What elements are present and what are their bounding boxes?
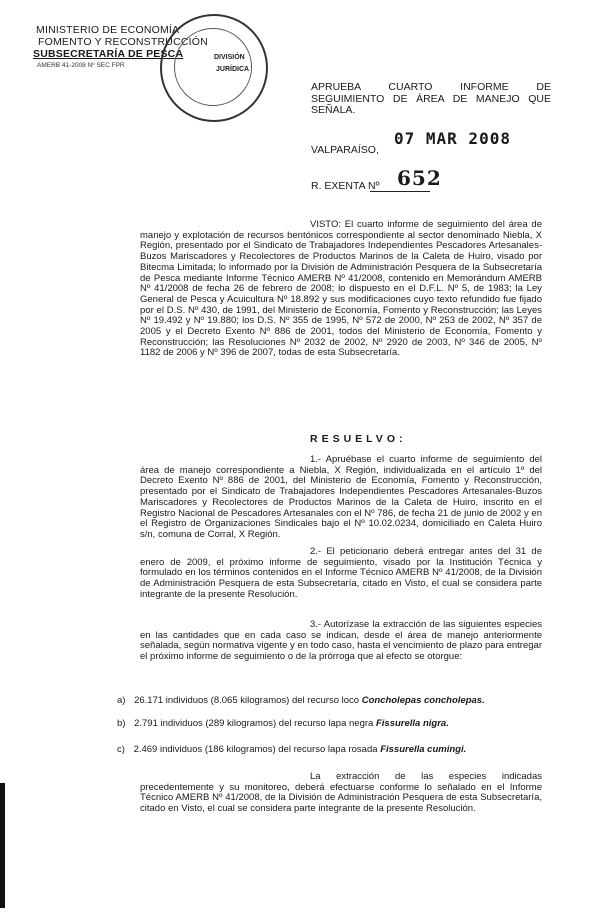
item-letter: c) <box>117 744 125 755</box>
item-letter: a) <box>117 695 126 706</box>
document-reference: AMERB 41-2008 Nº SEC FPR <box>37 62 125 69</box>
resuelvo-heading: RESUELVO: <box>310 433 407 445</box>
seal-line-1: DIVISIÓN <box>214 54 245 61</box>
scan-margin-mark <box>0 783 5 908</box>
document-title: APRUEBA CUARTO INFORME DE SEGUIMIENTO DE ÁREA DE MANEJO QUE SEÑALA. <box>311 81 551 116</box>
closing-paragraph: La extracción de las especies indicadas precedentemente y su monitoreo, deberá efectuarse conforme lo señalado en el Informe Técnico AMERB Nº 41/2008, de la División de Administración Pesquera de esta Subsecretaría, citado en Visto, el cual se considera parte integrante de la presente Resolución. <box>140 771 542 815</box>
item-text: 2.469 individuos (186 kilogramos) del recurso lapa rosada <box>133 744 378 755</box>
subsecretaria-name: SUBSECRETARÍA DE PESCA <box>33 48 184 60</box>
item-species: Fissurella nigra. <box>375 718 449 729</box>
list-item <box>117 744 557 755</box>
item-text: 26.171 individuos (8.065 kilogramos) del recurso loco <box>134 695 360 706</box>
place-label: VALPARAÍSO, <box>311 144 379 156</box>
point-2-paragraph: 2.- El peticionario deberá entregar antes del 31 de enero de 2009, el próximo informe de seguimiento, visado por la Institución Técnica y formulado en los términos contenidos en el Informe Técnico AMERB Nº 41/2008, de la División de Administración Pesquera de esta Subsecretaría, citado en Visto, el cual se considera parte integrante de la presente Resolución. <box>140 546 542 600</box>
point-1-paragraph: 1.- Apruébase el cuarto informe de seguimiento del área de manejo correspondiente a Niebla, X Región, individualizada en el artículo 1º del Decreto Exento Nº 886 de 2001, del Ministerio de Economía, Fomento y Reconstrucción, presentado por el Sindicato de Trabajadores Independientes Pescadores Artesanales-Buzos Mariscadores y Recolectores de Productos Marinos de la Caleta de Huiro, inscrito en el Registro Nacional de Pescadores Artesanales con el Nº 786, de fecha 21 de junio de 2002 y en el Registro de Organizaciones Sindicales bajo el Nº 10.02.0234, domiciliado en Caleta Huiro s/n, comuna de Corral, X Región. <box>140 454 542 540</box>
resolution-number: 652 <box>397 166 442 190</box>
seal-line-2: JURÍDICA <box>216 66 250 73</box>
item-letter: b) <box>117 718 126 729</box>
official-seal-icon <box>160 14 268 122</box>
date-stamp: 07 MAR 2008 <box>394 129 511 148</box>
ministry-name: MINISTERIO DE ECONOMÍA <box>36 24 180 36</box>
list-item <box>117 718 557 729</box>
item-text: 2.791 individuos (289 kilogramos) del recurso lapa negra <box>134 718 374 729</box>
item-species: Concholepas concholepas. <box>361 695 485 706</box>
point-3-paragraph: 3.- Autorízase la extracción de las siguientes especies en las cantidades que en cada caso se indican, desde el área de manejo anteriormente señalada, según normativa vigente y en todo caso, hasta el vencimiento de plazo para entregar el próximo informe de seguimiento o de la prórroga que al efecto se otorgue: <box>140 619 542 663</box>
visto-paragraph: VISTO: El cuarto informe de seguimiento del área de manejo y explotación de recursos bentónicos correspondiente al sector denominado Niebla, X Región, presentado por el Sindicato de Trabajadores Independientes Pescadores Artesanales-Buzos Mariscadores y Recolectores de Productos Marinos de la Caleta de Huiro, visado por Bitecma Limitada; lo informado por la División de Administración Pesquera de la Subsecretaría de Pesca mediante Informe Técnico AMERB Nº 41/2008, contenido en Memorándum AMERB Nº 41/2008 de fecha 26 de febrero de 2008; lo dispuesto en el D.F.L. Nº 5, de 1983; la Ley General de Pesca y Acuicultura Nº 18.892 y sus modificaciones cuyo texto refundido fue fijado por el D.S. Nº 430, de 1991, del Ministerio de Economía, Fomento y Reconstrucción; las Leyes Nº 19.492 y Nº 19.880; los D.S. Nº 355 de 1995, Nº 572 de 2000, Nº 253 de 2002, Nº 357 de 2005 y el Decreto Exento Nº 886 de 2001, todos del Ministerio de Economía, Fomento y Reconstrucción; las Resoluciones Nº 2032 de 2002, Nº 2920 de 2003, Nº 346 de 2005, Nº 1182 de 2006 y Nº 396 de 2007, todas de esta Subsecretaría. <box>140 219 542 359</box>
list-item <box>117 695 557 706</box>
resolution-underline <box>370 191 430 192</box>
item-species: Fissurella cumingi. <box>380 744 467 755</box>
ministry-subtitle: FOMENTO Y RECONSTRUCCIÓN <box>38 36 208 48</box>
resolution-label: R. EXENTA Nº <box>311 180 380 192</box>
